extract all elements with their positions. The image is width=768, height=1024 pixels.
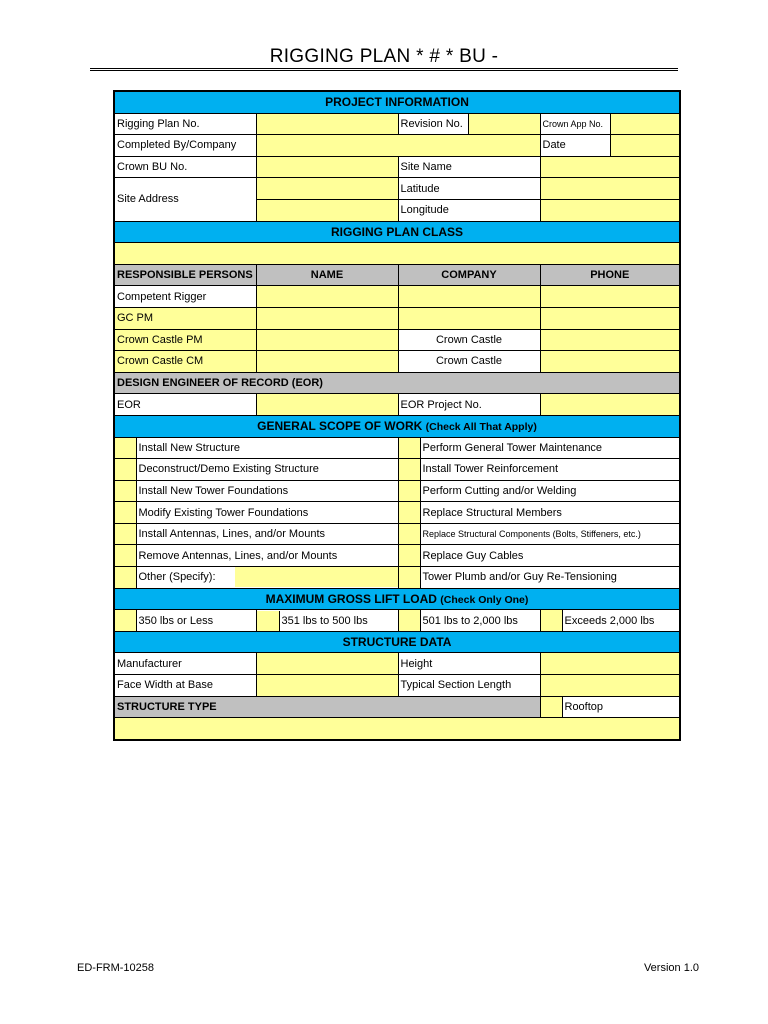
col-phone-header: PHONE xyxy=(540,264,680,286)
label-revision-no: Revision No. xyxy=(398,113,468,135)
scope-item-left-6: Other (Specify): xyxy=(138,571,216,584)
label-eor: EOR xyxy=(114,394,256,416)
crown-castle-pm-name[interactable] xyxy=(256,329,398,351)
page-title: RIGGING PLAN * # * BU - xyxy=(269,46,499,67)
crown-bu-no-field[interactable] xyxy=(256,156,398,178)
face-width-field[interactable] xyxy=(256,675,398,697)
scope-item-right-6: Tower Plumb and/or Guy Re-Tensioning xyxy=(420,567,680,589)
crown-castle-cm-phone[interactable] xyxy=(540,351,680,373)
scope-checkbox-left-6[interactable] xyxy=(114,567,136,589)
scope-title: GENERAL SCOPE OF WORK xyxy=(257,419,423,434)
label-competent-rigger: Competent Rigger xyxy=(114,286,256,308)
label-site-address: Site Address xyxy=(114,178,256,221)
scope-checkbox-left-4[interactable] xyxy=(114,523,136,545)
latitude-field[interactable] xyxy=(540,178,680,200)
other-specify-field[interactable] xyxy=(235,567,398,587)
manufacturer-field[interactable] xyxy=(256,653,398,675)
label-manufacturer: Manufacturer xyxy=(114,653,256,675)
label-latitude: Latitude xyxy=(398,178,540,200)
crown-castle-cm-name[interactable] xyxy=(256,351,398,373)
rigging-plan-form xyxy=(113,90,681,741)
section-rigging-plan-class: RIGGING PLAN CLASS xyxy=(114,221,680,243)
label-longitude: Longitude xyxy=(398,199,540,221)
scope-checkbox-right-2[interactable] xyxy=(398,480,420,502)
structure-type-field[interactable] xyxy=(114,718,680,740)
scope-item-left-2: Install New Tower Foundations xyxy=(136,480,398,502)
gc-pm-phone[interactable] xyxy=(540,307,680,329)
section-lift-load xyxy=(114,588,680,610)
competent-rigger-phone[interactable] xyxy=(540,286,680,308)
site-address-field-2[interactable] xyxy=(256,199,398,221)
scope-checkbox-right-5[interactable] xyxy=(398,545,420,567)
label-completed-by: Completed By/Company xyxy=(114,135,256,157)
scope-subtitle: (Check All That Apply) xyxy=(425,421,537,434)
scope-item-right-0: Perform General Tower Maintenance xyxy=(420,437,680,459)
lift-option-2: 501 lbs to 2,000 lbs xyxy=(420,610,540,632)
competent-rigger-company[interactable] xyxy=(398,286,540,308)
lift-load-subtitle: (Check Only One) xyxy=(440,593,529,606)
scope-item-left-4: Install Antennas, Lines, and/or Mounts xyxy=(136,523,398,545)
scope-item-left-5: Remove Antennas, Lines, and/or Mounts xyxy=(136,545,398,567)
eor-project-no-field[interactable] xyxy=(540,394,680,416)
label-crown-castle-pm: Crown Castle PM xyxy=(114,329,256,351)
lift-checkbox-3[interactable] xyxy=(540,610,562,632)
typical-section-field[interactable] xyxy=(540,675,680,697)
scope-item-left-3: Modify Existing Tower Foundations xyxy=(136,502,398,524)
scope-item-right-4: Replace Structural Components (Bolts, Stiffeners, etc.) xyxy=(420,523,680,545)
label-crown-app-no: Crown App No. xyxy=(540,113,610,135)
longitude-field[interactable] xyxy=(540,199,680,221)
gc-pm-name[interactable] xyxy=(256,307,398,329)
scope-checkbox-right-1[interactable] xyxy=(398,459,420,481)
scope-checkbox-right-0[interactable] xyxy=(398,437,420,459)
competent-rigger-name[interactable] xyxy=(256,286,398,308)
section-general-scope xyxy=(114,415,680,437)
lift-load-title: MAXIMUM GROSS LIFT LOAD xyxy=(265,591,437,606)
site-address-field-1[interactable] xyxy=(256,178,398,200)
scope-item-left-1: Deconstruct/Demo Existing Structure xyxy=(136,459,398,481)
lift-checkbox-0[interactable] xyxy=(114,610,136,632)
scope-checkbox-right-6[interactable] xyxy=(398,567,420,589)
lift-checkbox-2[interactable] xyxy=(398,610,420,632)
label-site-name: Site Name xyxy=(398,156,540,178)
label-crown-bu-no: Crown BU No. xyxy=(114,156,256,178)
rigging-plan-class-field[interactable] xyxy=(114,243,680,265)
label-typical-section: Typical Section Length xyxy=(398,675,540,697)
label-face-width: Face Width at Base xyxy=(114,675,256,697)
crown-castle-pm-company: Crown Castle xyxy=(398,329,540,351)
title-underline xyxy=(90,68,678,71)
rooftop-label: Rooftop xyxy=(562,696,680,718)
lift-option-3: Exceeds 2,000 lbs xyxy=(562,610,680,632)
version-label: Version 1.0 xyxy=(643,962,699,974)
label-eor-project-no: EOR Project No. xyxy=(398,394,540,416)
completed-by-field[interactable] xyxy=(256,135,540,157)
scope-checkbox-left-5[interactable] xyxy=(114,545,136,567)
crown-castle-pm-phone[interactable] xyxy=(540,329,680,351)
gc-pm-company[interactable] xyxy=(398,307,540,329)
eor-field[interactable] xyxy=(256,394,398,416)
scope-item-right-3: Replace Structural Members xyxy=(420,502,680,524)
scope-item-right-1: Install Tower Reinforcement xyxy=(420,459,680,481)
label-rigging-plan-no: Rigging Plan No. xyxy=(114,113,256,135)
revision-no-field[interactable] xyxy=(468,113,540,135)
responsible-persons-header: RESPONSIBLE PERSONS xyxy=(114,264,256,286)
lift-option-1-cell xyxy=(256,610,398,632)
crown-app-no-field[interactable] xyxy=(610,113,680,135)
crown-castle-cm-company: Crown Castle xyxy=(398,351,540,373)
scope-checkbox-left-0[interactable] xyxy=(114,437,136,459)
height-field[interactable] xyxy=(540,653,680,675)
label-height: Height xyxy=(398,653,540,675)
date-field[interactable] xyxy=(610,135,680,157)
scope-checkbox-left-3[interactable] xyxy=(114,502,136,524)
scope-checkbox-right-4[interactable] xyxy=(398,523,420,545)
structure-type-header: STRUCTURE TYPE xyxy=(114,696,540,718)
scope-checkbox-left-2[interactable] xyxy=(114,480,136,502)
scope-checkbox-right-3[interactable] xyxy=(398,502,420,524)
lift-option-0: 350 lbs or Less xyxy=(136,610,256,632)
label-crown-castle-cm: Crown Castle CM xyxy=(114,351,256,373)
scope-checkbox-left-1[interactable] xyxy=(114,459,136,481)
lift-checkbox-1[interactable] xyxy=(257,611,280,631)
scope-item-left-0: Install New Structure xyxy=(136,437,398,459)
col-name-header: NAME xyxy=(256,264,398,286)
scope-item-other xyxy=(136,567,398,589)
form-number: ED-FRM-10258 xyxy=(77,962,155,974)
site-name-field[interactable] xyxy=(540,156,680,178)
rooftop-checkbox[interactable] xyxy=(540,696,562,718)
section-project-information: PROJECT INFORMATION xyxy=(114,91,680,113)
eor-header: DESIGN ENGINEER OF RECORD (EOR) xyxy=(114,372,680,394)
section-structure-data: STRUCTURE DATA xyxy=(114,631,680,653)
scope-item-right-2: Perform Cutting and/or Welding xyxy=(420,480,680,502)
scope-item-right-5: Replace Guy Cables xyxy=(420,545,680,567)
rigging-plan-no-field[interactable] xyxy=(256,113,398,135)
label-gc-pm: GC PM xyxy=(114,307,256,329)
col-company-header: COMPANY xyxy=(398,264,540,286)
label-date: Date xyxy=(540,135,610,157)
lift-option-1: 351 lbs to 500 lbs xyxy=(281,614,368,627)
